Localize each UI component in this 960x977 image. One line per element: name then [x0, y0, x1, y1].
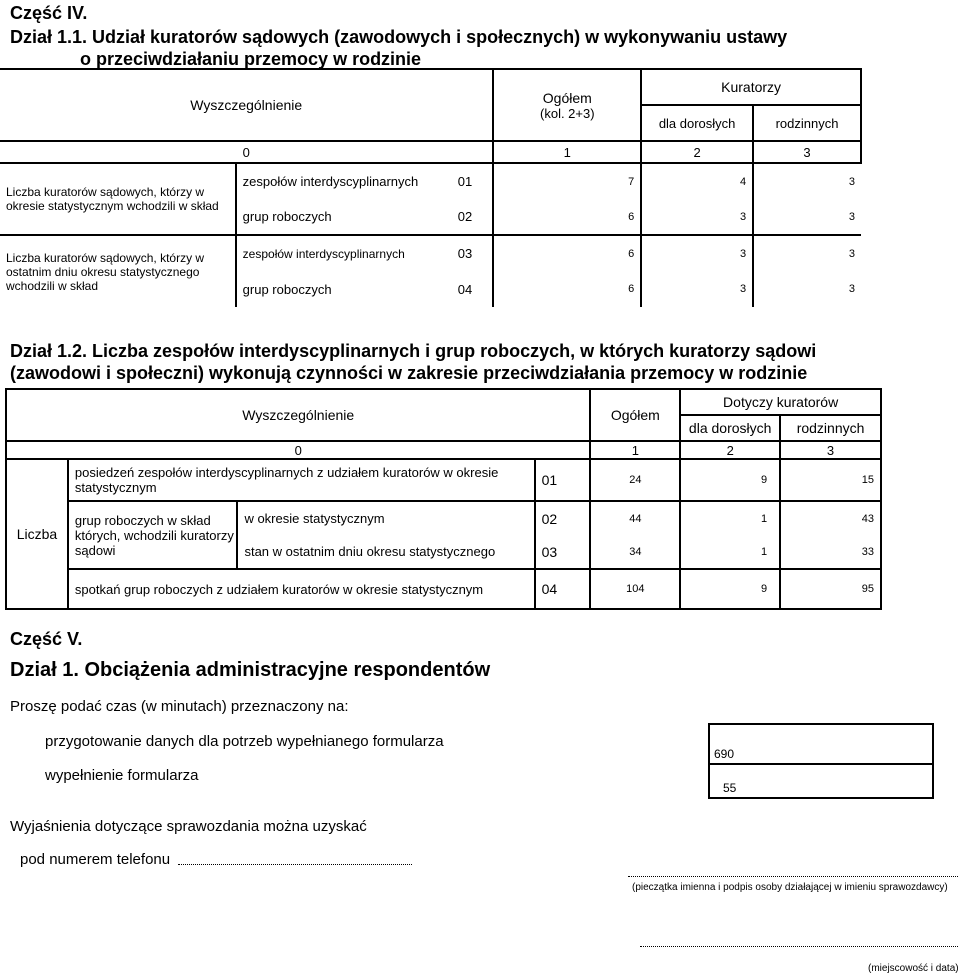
row-01-adults: 4: [641, 163, 753, 199]
t2-row-04-adults: 9: [680, 569, 780, 609]
row-01-total: 7: [493, 163, 641, 199]
col-header-adults: dla dorosłych: [641, 105, 753, 141]
t2-row-01-family: 15: [780, 459, 881, 501]
col-header-family: rodzinnych: [753, 105, 861, 141]
row-02-family: 3: [753, 199, 861, 235]
t2-col-header-family: rodzinnych: [780, 415, 881, 441]
t2-row-01-label: posiedzeń zespołów interdyscyplinarnych z udziałem kuratorów w okresie statystycznym: [68, 459, 535, 501]
fill-time-value: 55: [723, 781, 737, 795]
t2-col-header-spec: Wyszczególnienie: [6, 389, 590, 441]
t2-col-header-total: Ogółem: [590, 389, 680, 441]
col-header-kuratorzy: Kuratorzy: [641, 69, 861, 105]
col-num-1: 1: [493, 141, 641, 163]
row-02-label: grup roboczych: [236, 199, 438, 235]
row-03-total: 6: [493, 235, 641, 271]
section-1-1-title-line1: Dział 1.1. Udział kuratorów sądowych (zawodowych i społecznych) w wykonywaniu ustawy: [10, 27, 788, 47]
col-num-3: 3: [753, 141, 861, 163]
row-01-code: 01: [438, 163, 494, 199]
t2-row-01-adults: 9: [680, 459, 780, 501]
row-04-family: 3: [753, 271, 861, 307]
t2-row-03-label: stan w ostatnim dniu okresu statystycznego: [237, 535, 534, 569]
t2-row-02-adults: 1: [680, 501, 780, 535]
t2-row-02-label: w okresie statystycznym: [237, 501, 534, 535]
row-03-adults: 3: [641, 235, 753, 271]
t2-row-04-label: spotkań grup roboczych z udziałem kuratorów w okresie statystycznym: [68, 569, 535, 609]
t2-row-02-code: 02: [535, 501, 591, 535]
phone-label: pod numerem telefonu: [20, 851, 171, 868]
row-03-label: zespołów interdyscyplinarnych: [236, 235, 438, 271]
table-1-2: [5, 388, 882, 610]
row-02-adults: 3: [641, 199, 753, 235]
t2-row-03-adults: 1: [680, 535, 780, 569]
phone-field[interactable]: [178, 851, 412, 865]
row-03-code: 03: [438, 235, 494, 271]
row-04-total: 6: [493, 271, 641, 307]
section-1-1-title-line2: o przeciwdziałaniu przemocy w rodzinie: [80, 49, 422, 69]
group-label-last-day: Liczba kuratorów sądowych, którzy w ostatnim dniu okresu statystycznego wchodzili w skład: [0, 235, 236, 307]
t2-row-02-total: 44: [590, 501, 680, 535]
t2-col-header-concerns: Dotyczy kuratorów: [680, 389, 881, 415]
part5-heading: Część V.: [10, 629, 83, 649]
row-01-label: zespołów interdyscyplinarnych: [236, 163, 438, 199]
part4-heading: Część IV.: [10, 3, 88, 23]
row-01-family: 3: [753, 163, 861, 199]
prep-time-value: 690: [714, 747, 735, 761]
section-1-2-title-line2: (zawodowi i społeczni) wykonują czynności w zakresie przeciwdziałania przemocy w rodzinie: [10, 363, 808, 383]
t2-col-num-1: 1: [590, 441, 680, 459]
col-header-total: Ogółem (kol. 2+3): [493, 69, 641, 141]
t2-col-num-0: 0: [6, 441, 590, 459]
t2-col-header-adults: dla dorosłych: [680, 415, 780, 441]
section-1-2-title-line1: Dział 1.2. Liczba zespołów interdyscyplinarnych i grup roboczych, w których kuratorzy sądowi: [10, 341, 817, 361]
t2-group-label: grup roboczych w skład których, wchodzili kuratorzy sądowi: [68, 501, 238, 569]
row-04-label: grup roboczych: [236, 271, 438, 307]
t2-row-03-family: 33: [780, 535, 881, 569]
t2-row-04-family: 95: [780, 569, 881, 609]
section-1-title: Dział 1. Obciążenia administracyjne respondentów: [10, 659, 491, 681]
time-prompt: Proszę podać czas (w minutach) przeznaczony na:: [10, 698, 349, 715]
row-03-family: 3: [753, 235, 861, 271]
col-num-2: 2: [641, 141, 753, 163]
col-header-spec: Wyszczególnienie: [0, 69, 493, 141]
fill-time-field[interactable]: [708, 763, 934, 799]
col-num-0: 0: [0, 141, 493, 163]
group-label-period: Liczba kuratorów sądowych, którzy w okresie statystycznym wchodzili w skład: [0, 163, 236, 235]
explanations-label: Wyjaśnienia dotyczące sprawozdania można uzyskać: [10, 818, 367, 835]
row-04-adults: 3: [641, 271, 753, 307]
t2-row-01-code: 01: [535, 459, 591, 501]
t2-row-01-total: 24: [590, 459, 680, 501]
place-date-caption: (miejscowość i data): [868, 963, 959, 974]
t2-col-num-3: 3: [780, 441, 881, 459]
t2-liczba-label: Liczba: [6, 459, 68, 609]
prep-time-field[interactable]: [708, 723, 934, 765]
fill-time-label: wypełnienie formularza: [45, 767, 199, 784]
t2-row-04-total: 104: [590, 569, 680, 609]
row-04-code: 04: [438, 271, 494, 307]
stamp-caption: (pieczątka imienna i podpis osoby działającej w imieniu sprawozdawcy): [632, 882, 948, 893]
t2-row-03-code: 03: [535, 535, 591, 569]
t2-col-num-2: 2: [680, 441, 780, 459]
signature-line: [628, 866, 958, 877]
row-02-total: 6: [493, 199, 641, 235]
t2-row-04-code: 04: [535, 569, 591, 609]
place-date-line: [640, 938, 958, 947]
t2-row-03-total: 34: [590, 535, 680, 569]
prep-time-label: przygotowanie danych dla potrzeb wypełnianego formularza: [45, 733, 444, 750]
row-02-code: 02: [438, 199, 494, 235]
t2-row-02-family: 43: [780, 501, 881, 535]
table-1-1: [0, 68, 862, 307]
